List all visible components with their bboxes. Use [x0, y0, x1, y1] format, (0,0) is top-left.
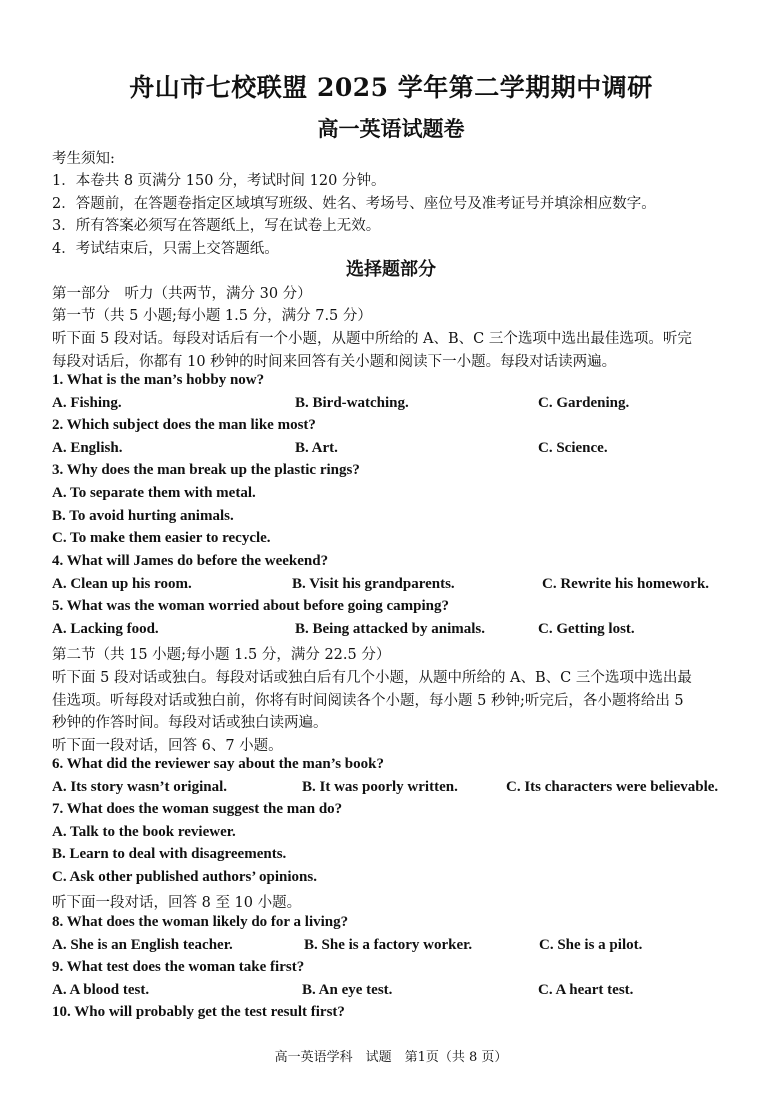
sec2-heading: 第二节（共 15 小题;每小题 1.5 分，满分 22.5 分）: [52, 647, 391, 663]
option-b: B. She is a factory worker.: [304, 937, 473, 953]
question-stem: 5. What was the woman worried about before going camping?: [52, 598, 449, 614]
option-b: B. Visit his grandparents.: [292, 576, 455, 592]
sec1-instructions: 每段对话后，你都有 10 秒钟的时间来回答有关小题和阅读下一小题。每段对话读两遍。: [52, 354, 617, 370]
option-b: B. Bird-watching.: [295, 395, 409, 411]
exam-title: 舟山市七校联盟 2025 学年第二学期期中调研: [129, 73, 653, 102]
option-a: A. Talk to the book reviewer.: [52, 824, 236, 840]
group-instruction: 听下面一段对话，回答 6、7 小题。: [52, 738, 283, 754]
option-c: C. Its characters were believable.: [506, 779, 719, 795]
option-b: B. An eye test.: [302, 982, 393, 998]
question-stem: 1. What is the man’s hobby now?: [52, 372, 265, 388]
question-stem: 2. Which subject does the man like most?: [52, 417, 316, 433]
section-title: 选择题部分: [346, 259, 436, 280]
option-a: A. English.: [52, 440, 123, 456]
option-a: A. Its story wasn’t original.: [52, 779, 227, 795]
sec2-instructions: 秒钟的作答时间。每段对话或独白读两遍。: [52, 715, 328, 731]
option-b: B. It was poorly written.: [302, 779, 458, 795]
exam-subtitle: 高一英语试题卷: [317, 116, 465, 141]
question-stem: 9. What test does the woman take first?: [52, 959, 305, 975]
option-b: B. Art.: [295, 440, 338, 456]
part1-heading: 第一部分 听力（共两节，满分 30 分）: [52, 286, 312, 302]
option-b: B. To avoid hurting animals.: [52, 508, 234, 524]
option-b: B. Being attacked by animals.: [295, 621, 486, 637]
option-c: C. Getting lost.: [538, 621, 635, 637]
option-c: C. Gardening.: [538, 395, 630, 411]
notice-item: 4．考试结束后，只需上交答题纸。: [52, 241, 279, 257]
option-a: A. She is an English teacher.: [52, 937, 233, 953]
sec1-instructions: 听下面 5 段对话。每段对话后有一个小题，从题中所给的 A、B、C 三个选项中选出最佳选项。听完: [52, 331, 692, 347]
option-c: C. Science.: [538, 440, 608, 456]
question-stem: 8. What does the woman likely do for a living?: [52, 914, 349, 930]
option-a: A. A blood test.: [52, 982, 150, 998]
notice-item: 2．答题前，在答题卷指定区域填写班级、姓名、考场号、座位号及准考证号并填涂相应数字。: [52, 196, 656, 212]
sec2-instructions: 听下面 5 段对话或独白。每段对话或独白后有几个小题，从题中所给的 A、B、C 三个选项中选出最: [52, 670, 692, 686]
option-a: A. To separate them with metal.: [52, 485, 256, 501]
notice-item: 3．所有答案必须写在答题纸上，写在试卷上无效。: [52, 218, 381, 234]
question-stem: 3. Why does the man break up the plastic rings?: [52, 462, 360, 478]
notice-heading: 考生须知:: [52, 151, 115, 167]
option-c: C. Rewrite his homework.: [542, 576, 710, 592]
option-b: B. Learn to deal with disagreements.: [52, 846, 287, 862]
option-c: C. She is a pilot.: [539, 937, 643, 953]
option-c: C. To make them easier to recycle.: [52, 530, 271, 546]
option-a: A. Clean up his room.: [52, 576, 192, 592]
option-a: A. Lacking food.: [52, 621, 159, 637]
question-stem: 4. What will James do before the weekend?: [52, 553, 329, 569]
sec1-heading: 第一节（共 5 小题;每小题 1.5 分，满分 7.5 分）: [52, 308, 372, 324]
sec2-instructions: 佳选项。听每段对话或独白前，你将有时间阅读各个小题，每小题 5 秒钟;听完后，各小题将给出 5: [52, 693, 684, 709]
question-stem: 6. What did the reviewer say about the man’s book?: [52, 756, 384, 772]
notice-item: 1．本卷共 8 页满分 150 分，考试时间 120 分钟。: [52, 173, 386, 189]
option-a: A. Fishing.: [52, 395, 122, 411]
question-stem: 10. Who will probably get the test result first?: [52, 1004, 345, 1020]
option-c: C. A heart test.: [538, 982, 634, 998]
page-footer: 高一英语学科 试题 第1页（共 8 页）: [274, 1050, 508, 1065]
option-c: C. Ask other published authors’ opinions.: [52, 869, 317, 885]
group-instruction: 听下面一段对话，回答 8 至 10 小题。: [52, 895, 302, 911]
question-stem: 7. What does the woman suggest the man do?: [52, 801, 343, 817]
